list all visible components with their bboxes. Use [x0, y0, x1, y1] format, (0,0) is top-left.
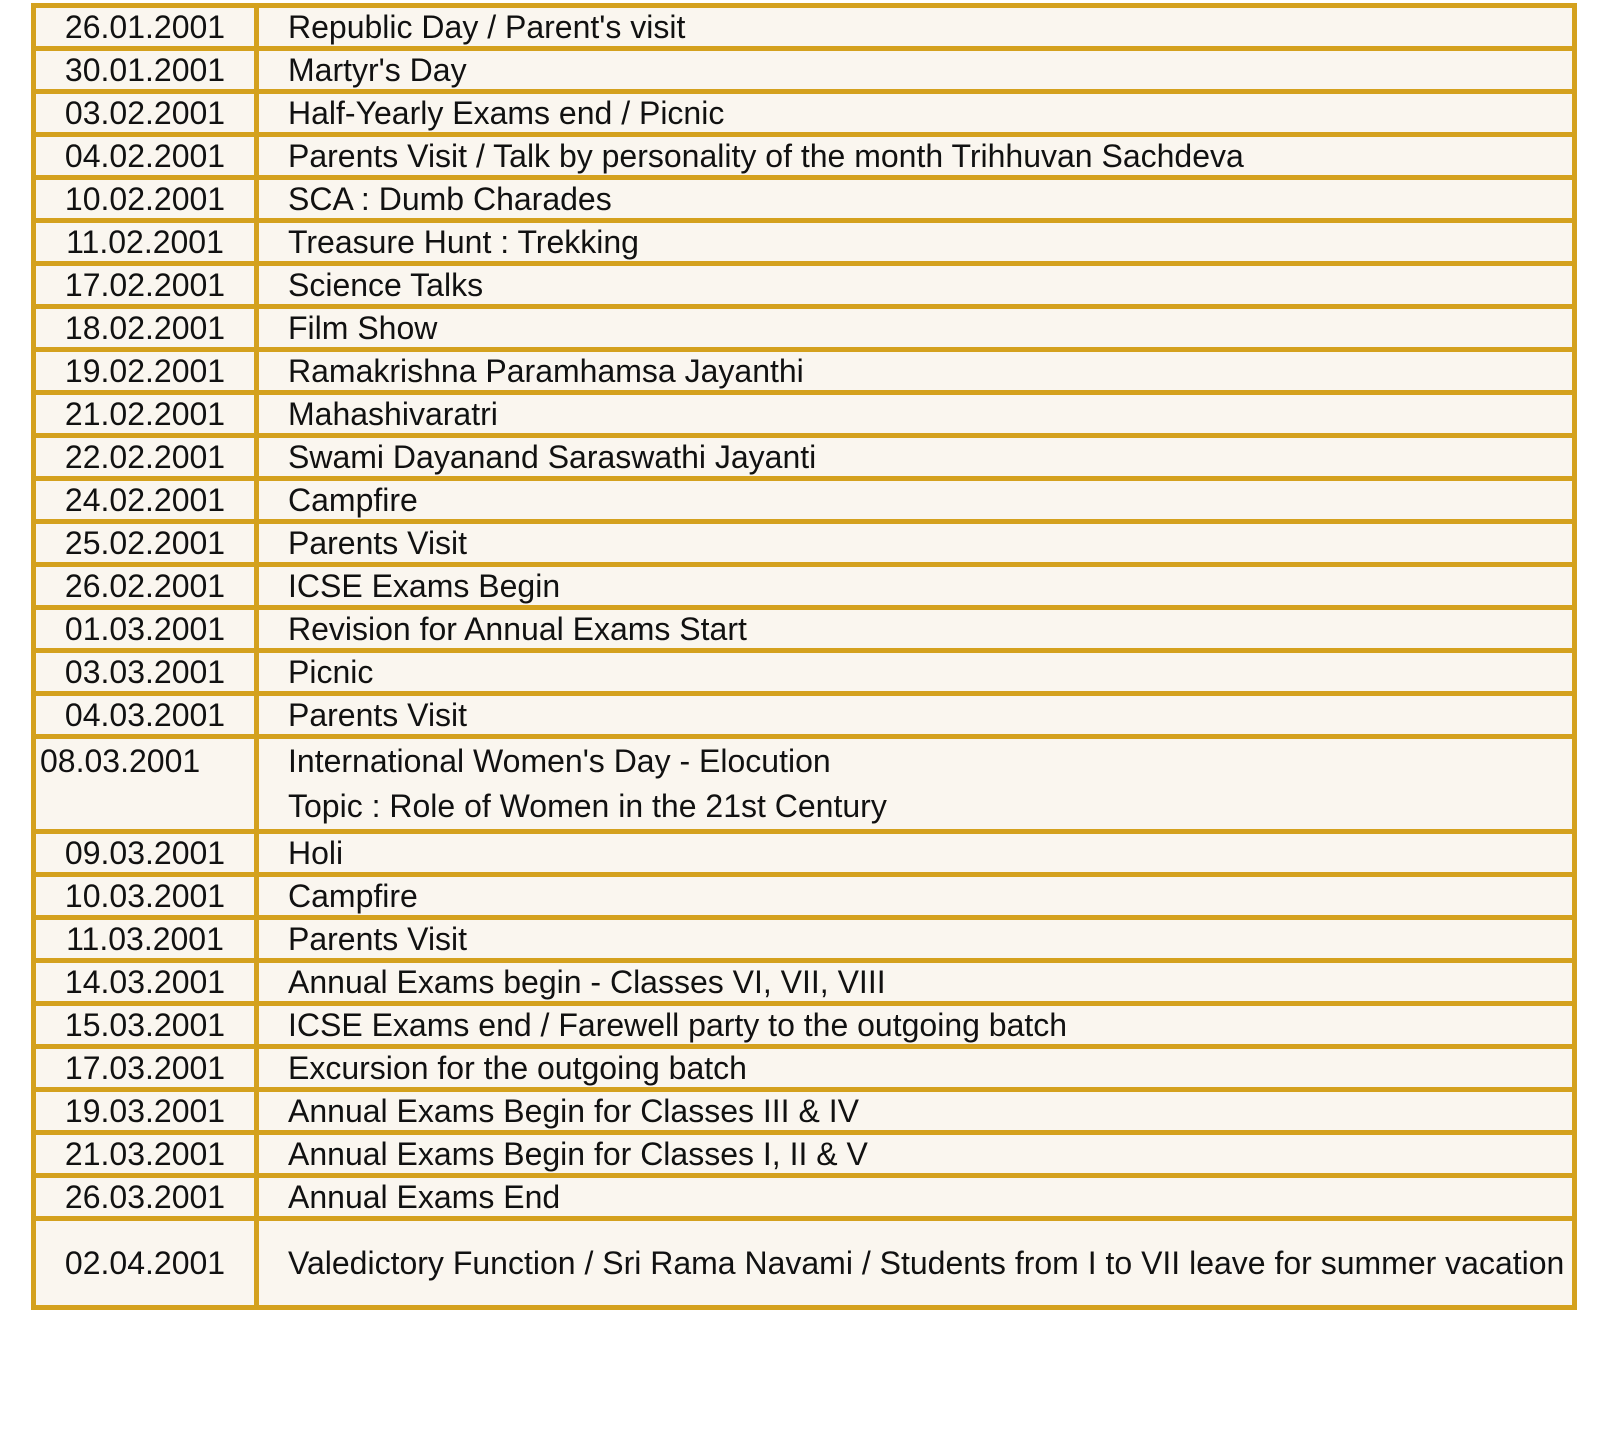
event-date: 17.02.2001: [34, 264, 257, 307]
event-date: 26.03.2001: [34, 1176, 257, 1219]
event-date: 26.02.2001: [34, 565, 257, 608]
table-row: [34, 221, 1575, 264]
event-date: 21.03.2001: [34, 1133, 257, 1176]
event-description: Republic Day / Parent's visit: [257, 6, 1575, 49]
event-date: 11.02.2001: [34, 221, 257, 264]
table-row: [34, 479, 1575, 522]
event-description: ICSE Exams end / Farewell party to the outgoing batch: [257, 1004, 1575, 1047]
event-date: 11.03.2001: [34, 918, 257, 961]
event-description: Parents Visit: [257, 694, 1575, 737]
event-line: International Women's Day - Elocution: [288, 743, 831, 779]
event-date: 21.02.2001: [34, 393, 257, 436]
table-row: [34, 1004, 1575, 1047]
event-date: 26.01.2001: [34, 6, 257, 49]
table-row: [34, 178, 1575, 221]
event-date: 19.02.2001: [34, 350, 257, 393]
event-description: Valedictory Function / Sri Rama Navami / Students from I to VII leave for summer vacation: [257, 1219, 1575, 1308]
table-row: [34, 737, 1575, 832]
table-row: [34, 307, 1575, 350]
event-date: 09.03.2001: [34, 832, 257, 875]
event-description: Annual Exams End: [257, 1176, 1575, 1219]
table-row: [34, 1219, 1575, 1308]
event-date: 03.02.2001: [34, 92, 257, 135]
event-date: 04.02.2001: [34, 135, 257, 178]
event-date: 22.02.2001: [34, 436, 257, 479]
table-row: [34, 565, 1575, 608]
event-description: Parents Visit / Talk by personality of the month Trihhuvan Sachdeva: [257, 135, 1575, 178]
event-date: 02.04.2001: [34, 1219, 257, 1308]
table-row: [34, 6, 1575, 49]
table-row: [34, 264, 1575, 307]
event-description: Revision for Annual Exams Start: [257, 608, 1575, 651]
table-row: [34, 1176, 1575, 1219]
table-row: [34, 694, 1575, 737]
event-description: Mahashivaratri: [257, 393, 1575, 436]
event-description: SCA : Dumb Charades: [257, 178, 1575, 221]
event-date: 03.03.2001: [34, 651, 257, 694]
table-row: [34, 92, 1575, 135]
event-date: 30.01.2001: [34, 49, 257, 92]
event-description: Swami Dayanand Saraswathi Jayanti: [257, 436, 1575, 479]
event-date: 19.03.2001: [34, 1090, 257, 1133]
table-row: [34, 1090, 1575, 1133]
table-row: [34, 49, 1575, 92]
table-row: [34, 350, 1575, 393]
table-row: [34, 832, 1575, 875]
event-date: 01.03.2001: [34, 608, 257, 651]
event-description: Half-Yearly Exams end / Picnic: [257, 92, 1575, 135]
events-table: [31, 3, 1577, 1310]
event-description: Annual Exams Begin for Classes I, II & V: [257, 1133, 1575, 1176]
event-date: 15.03.2001: [34, 1004, 257, 1047]
event-description: Martyr's Day: [257, 49, 1575, 92]
table-row: [34, 608, 1575, 651]
table-row: [34, 961, 1575, 1004]
event-description: Film Show: [257, 307, 1575, 350]
table-row: [34, 1133, 1575, 1176]
event-date: 10.03.2001: [34, 875, 257, 918]
event-date: 24.02.2001: [34, 479, 257, 522]
event-description: Campfire: [257, 875, 1575, 918]
event-date: 25.02.2001: [34, 522, 257, 565]
event-description: Annual Exams begin - Classes VI, VII, VIII: [257, 961, 1575, 1004]
event-description: Science Talks: [257, 264, 1575, 307]
table-row: [34, 1047, 1575, 1090]
event-date: 04.03.2001: [34, 694, 257, 737]
event-date: 18.02.2001: [34, 307, 257, 350]
table-row: [34, 135, 1575, 178]
table-row: [34, 918, 1575, 961]
event-date: 10.02.2001: [34, 178, 257, 221]
event-description: Treasure Hunt : Trekking: [257, 221, 1575, 264]
event-description: Picnic: [257, 651, 1575, 694]
event-description: [257, 737, 1575, 832]
table-row: [34, 651, 1575, 694]
event-date: 17.03.2001: [34, 1047, 257, 1090]
event-description: Parents Visit: [257, 522, 1575, 565]
event-date: 14.03.2001: [34, 961, 257, 1004]
event-description: ICSE Exams Begin: [257, 565, 1575, 608]
event-description: Ramakrishna Paramhamsa Jayanthi: [257, 350, 1575, 393]
event-description: Campfire: [257, 479, 1575, 522]
table-row: [34, 875, 1575, 918]
event-description: Excursion for the outgoing batch: [257, 1047, 1575, 1090]
event-line: Topic : Role of Women in the 21st Century: [288, 788, 887, 824]
table-row: [34, 436, 1575, 479]
table-row: [34, 522, 1575, 565]
event-description: Annual Exams Begin for Classes III & IV: [257, 1090, 1575, 1133]
event-date: 08.03.2001: [34, 737, 257, 832]
table-row: [34, 393, 1575, 436]
event-description: Parents Visit: [257, 918, 1575, 961]
event-description: Holi: [257, 832, 1575, 875]
